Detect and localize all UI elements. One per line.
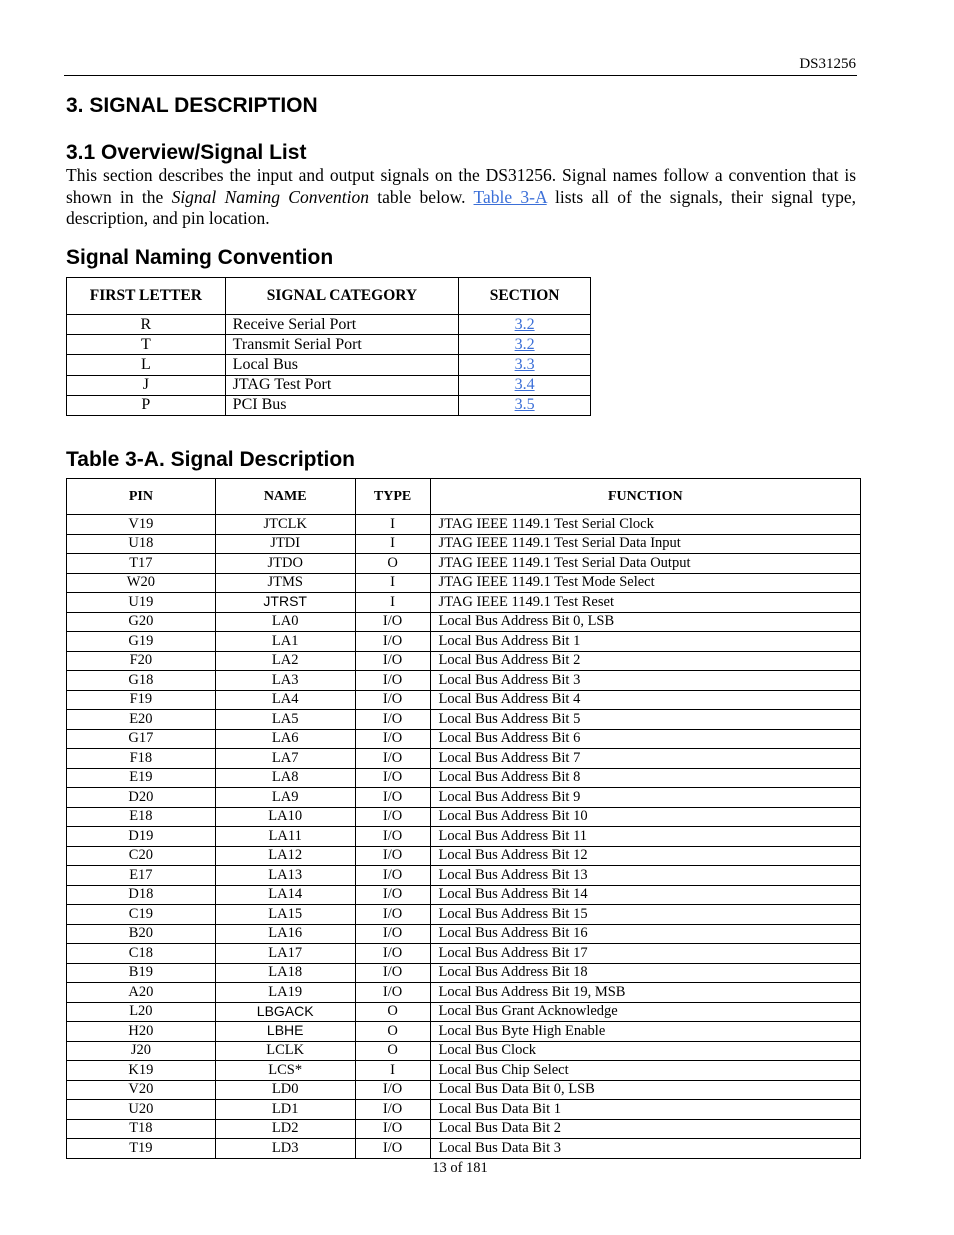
- type-cell: I/O: [355, 710, 430, 730]
- first-letter-cell: J: [67, 375, 226, 395]
- table-row: [67, 593, 861, 613]
- naming-header-cell: SECTION: [459, 278, 591, 315]
- pin-cell: L20: [67, 1002, 216, 1022]
- table-row: [67, 1100, 861, 1120]
- table-row: [67, 1080, 861, 1100]
- type-cell: I/O: [355, 651, 430, 671]
- table-row: [67, 612, 861, 632]
- name-cell: LA9: [215, 788, 355, 808]
- naming-row: [67, 315, 591, 335]
- signal-category-cell: PCI Bus: [225, 395, 459, 415]
- name-cell: LA14: [215, 885, 355, 905]
- pin-cell: G19: [67, 632, 216, 652]
- pin-cell: C20: [67, 846, 216, 866]
- table-row: [67, 1002, 861, 1022]
- function-cell: Local Bus Address Bit 18: [430, 963, 860, 983]
- section-cell: [459, 375, 591, 395]
- signal-header-cell: PIN: [67, 479, 216, 515]
- name-cell: JTCLK: [215, 515, 355, 535]
- first-letter-cell: P: [67, 395, 226, 415]
- table-3a-link[interactable]: Table 3-A: [473, 186, 547, 207]
- name-cell: LA5: [215, 710, 355, 730]
- active-low-signal-name: LBHE: [266, 1022, 304, 1039]
- pin-cell: W20: [67, 573, 216, 593]
- section-title: 3. SIGNAL DESCRIPTION: [66, 94, 318, 117]
- signal-category-cell: Local Bus: [225, 355, 459, 375]
- name-cell: LA2: [215, 651, 355, 671]
- section-link[interactable]: 3.4: [514, 376, 535, 394]
- function-cell: Local Bus Address Bit 9: [430, 788, 860, 808]
- pin-cell: E20: [67, 710, 216, 730]
- function-cell: Local Bus Data Bit 3: [430, 1139, 860, 1159]
- active-low-signal-name: JTRST: [263, 593, 307, 610]
- function-cell: JTAG IEEE 1149.1 Test Serial Data Input: [430, 534, 860, 554]
- function-cell: Local Bus Address Bit 0, LSB: [430, 612, 860, 632]
- section-link[interactable]: 3.2: [514, 335, 535, 353]
- pin-cell: F18: [67, 749, 216, 769]
- function-cell: Local Bus Data Bit 0, LSB: [430, 1080, 860, 1100]
- type-cell: I/O: [355, 1080, 430, 1100]
- signal-table-title: Table 3-A. Signal Description: [66, 448, 355, 471]
- naming-row: [67, 355, 591, 375]
- type-cell: I/O: [355, 866, 430, 886]
- intro-text-2: table below.: [368, 186, 474, 207]
- type-cell: I/O: [355, 632, 430, 652]
- name-cell: LA16: [215, 924, 355, 944]
- pin-cell: G20: [67, 612, 216, 632]
- name-cell: LCLK: [215, 1041, 355, 1061]
- name-cell: LA15: [215, 905, 355, 925]
- pin-cell: T18: [67, 1119, 216, 1139]
- subsection-title: 3.1 Overview/Signal List: [66, 141, 307, 164]
- type-cell: I: [355, 573, 430, 593]
- pin-cell: F20: [67, 651, 216, 671]
- pin-cell: E19: [67, 768, 216, 788]
- name-cell: LCS*: [215, 1061, 355, 1081]
- type-cell: O: [355, 1002, 430, 1022]
- signal-category-cell: JTAG Test Port: [225, 375, 459, 395]
- function-cell: Local Bus Address Bit 8: [430, 768, 860, 788]
- type-cell: O: [355, 554, 430, 574]
- pin-cell: V20: [67, 1080, 216, 1100]
- type-cell: I/O: [355, 729, 430, 749]
- function-cell: JTAG IEEE 1149.1 Test Serial Data Output: [430, 554, 860, 574]
- table-row: [67, 1139, 861, 1159]
- name-cell: [215, 593, 355, 613]
- name-cell: [215, 1022, 355, 1042]
- table-row: [67, 1061, 861, 1081]
- name-cell: LD3: [215, 1139, 355, 1159]
- first-letter-cell: L: [67, 355, 226, 375]
- pin-cell: F19: [67, 690, 216, 710]
- intro-paragraph: [66, 165, 856, 230]
- table-row: [67, 827, 861, 847]
- type-cell: I/O: [355, 846, 430, 866]
- function-cell: Local Bus Address Bit 1: [430, 632, 860, 652]
- name-cell: LA18: [215, 963, 355, 983]
- signal-header-cell: NAME: [215, 479, 355, 515]
- function-cell: Local Bus Grant Acknowledge: [430, 1002, 860, 1022]
- type-cell: I/O: [355, 905, 430, 925]
- signal-category-cell: Transmit Serial Port: [225, 335, 459, 355]
- table-row: [67, 632, 861, 652]
- type-cell: I/O: [355, 612, 430, 632]
- signal-description-table: [66, 478, 861, 1159]
- type-cell: O: [355, 1022, 430, 1042]
- name-cell: LA4: [215, 690, 355, 710]
- function-cell: Local Bus Address Bit 6: [430, 729, 860, 749]
- naming-row: [67, 335, 591, 355]
- function-cell: Local Bus Address Bit 12: [430, 846, 860, 866]
- pin-cell: G18: [67, 671, 216, 691]
- function-cell: Local Bus Address Bit 15: [430, 905, 860, 925]
- page-number: 13 of 181: [432, 1160, 488, 1176]
- name-cell: LA6: [215, 729, 355, 749]
- type-cell: I/O: [355, 963, 430, 983]
- pin-cell: U19: [67, 593, 216, 613]
- first-letter-cell: T: [67, 335, 226, 355]
- table-row: [67, 768, 861, 788]
- function-cell: JTAG IEEE 1149.1 Test Mode Select: [430, 573, 860, 593]
- section-link[interactable]: 3.3: [514, 355, 535, 373]
- intro-text-1: This section describes the input and output signals on the DS31256. Signal names follow a convention that is shown in the: [66, 165, 856, 207]
- naming-convention-title: Signal Naming Convention: [66, 246, 334, 269]
- name-cell: JTDI: [215, 534, 355, 554]
- name-cell: JTDO: [215, 554, 355, 574]
- name-cell: LA19: [215, 983, 355, 1003]
- table-row: [67, 885, 861, 905]
- pin-cell: K19: [67, 1061, 216, 1081]
- function-cell: Local Bus Address Bit 10: [430, 807, 860, 827]
- type-cell: I/O: [355, 1119, 430, 1139]
- function-cell: Local Bus Address Bit 13: [430, 866, 860, 886]
- pin-cell: E17: [67, 866, 216, 886]
- type-cell: I/O: [355, 1100, 430, 1120]
- table-row: [67, 788, 861, 808]
- table-row: [67, 846, 861, 866]
- naming-header-cell: SIGNAL CATEGORY: [225, 278, 459, 315]
- pin-cell: J20: [67, 1041, 216, 1061]
- table-row: [67, 1022, 861, 1042]
- name-cell: [215, 1002, 355, 1022]
- name-cell: LA7: [215, 749, 355, 769]
- type-cell: I/O: [355, 768, 430, 788]
- function-cell: Local Bus Address Bit 16: [430, 924, 860, 944]
- section-cell: [459, 355, 591, 375]
- table-row: [67, 710, 861, 730]
- table-row: [67, 905, 861, 925]
- type-cell: I/O: [355, 944, 430, 964]
- name-cell: LA3: [215, 671, 355, 691]
- type-cell: I: [355, 515, 430, 535]
- pin-cell: D20: [67, 788, 216, 808]
- table-row: [67, 729, 861, 749]
- type-cell: I: [355, 1061, 430, 1081]
- header-rule: [64, 75, 857, 76]
- function-cell: Local Bus Data Bit 1: [430, 1100, 860, 1120]
- pin-cell: G17: [67, 729, 216, 749]
- table-row: [67, 807, 861, 827]
- function-cell: Local Bus Address Bit 17: [430, 944, 860, 964]
- table-row: [67, 671, 861, 691]
- table-row: [67, 944, 861, 964]
- type-cell: I/O: [355, 749, 430, 769]
- first-letter-cell: R: [67, 315, 226, 335]
- section-cell: [459, 335, 591, 355]
- pin-cell: C19: [67, 905, 216, 925]
- table-row: [67, 1041, 861, 1061]
- pin-cell: B20: [67, 924, 216, 944]
- function-cell: Local Bus Address Bit 19, MSB: [430, 983, 860, 1003]
- name-cell: LA10: [215, 807, 355, 827]
- type-cell: I: [355, 534, 430, 554]
- pin-cell: U20: [67, 1100, 216, 1120]
- signal-category-cell: Receive Serial Port: [225, 315, 459, 335]
- pin-cell: V19: [67, 515, 216, 535]
- pin-cell: H20: [67, 1022, 216, 1042]
- function-cell: JTAG IEEE 1149.1 Test Reset: [430, 593, 860, 613]
- name-cell: JTMS: [215, 573, 355, 593]
- pin-cell: A20: [67, 983, 216, 1003]
- type-cell: I/O: [355, 1139, 430, 1159]
- name-cell: LA12: [215, 846, 355, 866]
- function-cell: Local Bus Data Bit 2: [430, 1119, 860, 1139]
- signal-header-cell: FUNCTION: [430, 479, 860, 515]
- signal-header-cell: TYPE: [355, 479, 430, 515]
- type-cell: I/O: [355, 885, 430, 905]
- active-low-signal-name: LBGACK: [256, 1002, 314, 1019]
- table-row: [67, 573, 861, 593]
- pin-cell: D19: [67, 827, 216, 847]
- intro-text-3: lists all of the signals, their signal type, description, and pin location.: [66, 186, 856, 229]
- name-cell: LA0: [215, 612, 355, 632]
- pin-cell: T19: [67, 1139, 216, 1159]
- function-cell: Local Bus Address Bit 4: [430, 690, 860, 710]
- type-cell: I/O: [355, 827, 430, 847]
- type-cell: I/O: [355, 924, 430, 944]
- type-cell: I/O: [355, 807, 430, 827]
- table-row: [67, 534, 861, 554]
- pin-cell: T17: [67, 554, 216, 574]
- type-cell: I: [355, 593, 430, 613]
- type-cell: I/O: [355, 983, 430, 1003]
- function-cell: Local Bus Address Bit 7: [430, 749, 860, 769]
- name-cell: LA13: [215, 866, 355, 886]
- function-cell: Local Bus Clock: [430, 1041, 860, 1061]
- section-cell: [459, 395, 591, 415]
- section-link[interactable]: 3.5: [514, 396, 535, 414]
- table-row: [67, 554, 861, 574]
- name-cell: LD0: [215, 1080, 355, 1100]
- document-id: DS31256: [799, 56, 856, 72]
- function-cell: JTAG IEEE 1149.1 Test Serial Clock: [430, 515, 860, 535]
- table-row: [67, 924, 861, 944]
- table-row: [67, 749, 861, 769]
- pin-cell: U18: [67, 534, 216, 554]
- pin-cell: E18: [67, 807, 216, 827]
- function-cell: Local Bus Address Bit 3: [430, 671, 860, 691]
- type-cell: O: [355, 1041, 430, 1061]
- naming-convention-table: [66, 277, 591, 416]
- name-cell: LD2: [215, 1119, 355, 1139]
- table-row: [67, 983, 861, 1003]
- table-row: [67, 651, 861, 671]
- naming-row: [67, 395, 591, 415]
- function-cell: Local Bus Chip Select: [430, 1061, 860, 1081]
- function-cell: Local Bus Address Bit 5: [430, 710, 860, 730]
- function-cell: Local Bus Address Bit 2: [430, 651, 860, 671]
- name-cell: LA8: [215, 768, 355, 788]
- intro-italic: Signal Naming Convention: [171, 186, 369, 207]
- naming-header-cell: FIRST LETTER: [67, 278, 226, 315]
- table-row: [67, 1119, 861, 1139]
- section-cell: [459, 315, 591, 335]
- type-cell: I/O: [355, 788, 430, 808]
- table-row: [67, 866, 861, 886]
- table-row: [67, 690, 861, 710]
- pin-cell: C18: [67, 944, 216, 964]
- name-cell: LA11: [215, 827, 355, 847]
- type-cell: I/O: [355, 671, 430, 691]
- pin-cell: D18: [67, 885, 216, 905]
- function-cell: Local Bus Address Bit 14: [430, 885, 860, 905]
- naming-row: [67, 375, 591, 395]
- name-cell: LA17: [215, 944, 355, 964]
- name-cell: LD1: [215, 1100, 355, 1120]
- type-cell: I/O: [355, 690, 430, 710]
- section-link[interactable]: 3.2: [514, 315, 535, 333]
- name-cell: LA1: [215, 632, 355, 652]
- pin-cell: B19: [67, 963, 216, 983]
- function-cell: Local Bus Byte High Enable: [430, 1022, 860, 1042]
- table-row: [67, 515, 861, 535]
- function-cell: Local Bus Address Bit 11: [430, 827, 860, 847]
- table-row: [67, 963, 861, 983]
